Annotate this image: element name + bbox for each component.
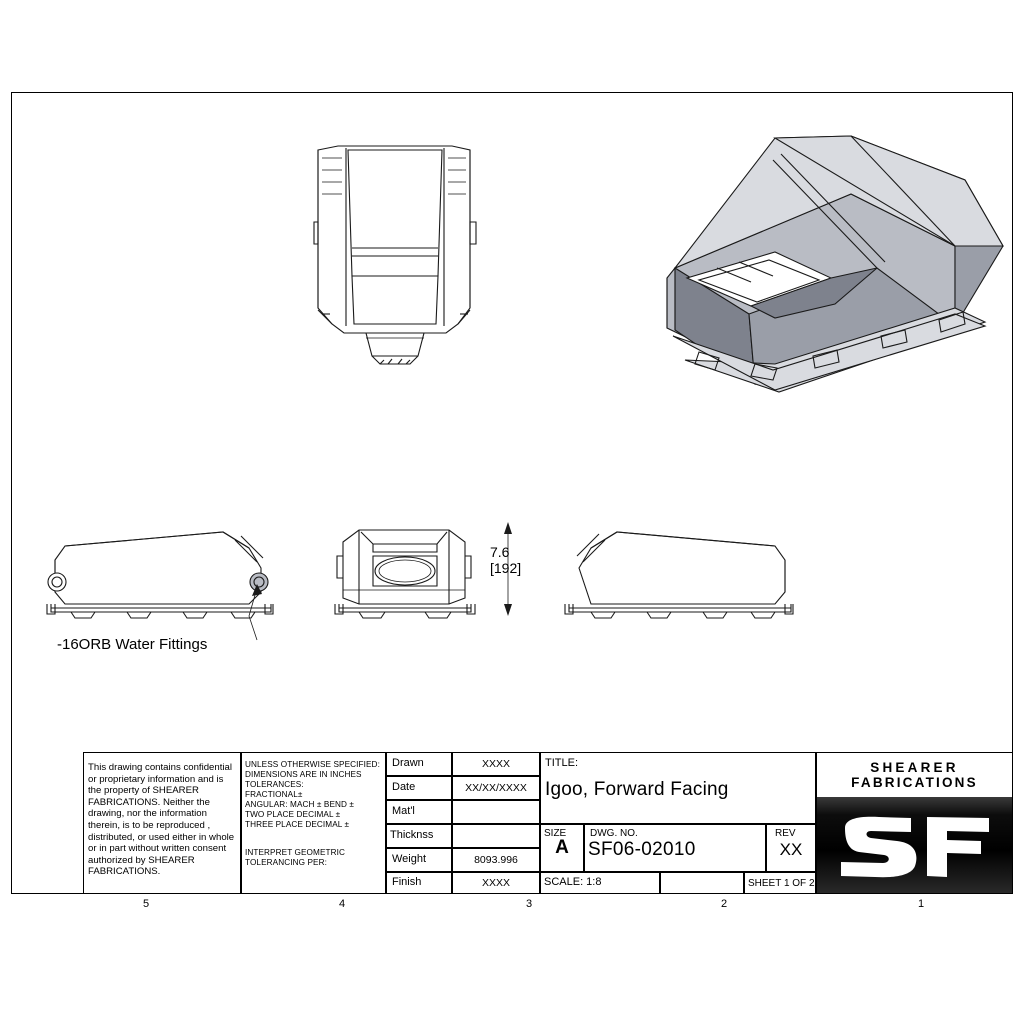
label-drawn: Drawn [392,757,424,769]
specs-line-3: TOLERANCES: [245,780,304,789]
specs-line-2: DIMENSIONS ARE IN INCHES [245,770,362,779]
legal-note-text: This drawing contains confidential or proprietary information and is the property of SHEARER FABRICATIONS. Neither the drawing, nor the information therein, is to be reproduced , distributed, or used either in whole or in part without written consent authorized by SHEARER FABRICATIONS. [88,762,235,878]
dwg-no-value: SF06-02010 [588,839,696,860]
view-rear [325,512,485,632]
logo-line-2: FABRICATIONS [851,775,978,790]
specs-line-8: INTERPRET GEOMETRIC [245,848,346,857]
view-isometric [655,118,1015,398]
view-front-top [300,128,490,378]
rev-label: REV [775,828,796,839]
scale-label: SCALE: 1:8 [544,876,602,888]
label-finish: Finish [392,876,422,888]
specs-line-4: FRACTIONAL± [245,790,303,799]
specs-line-6: TWO PLACE DECIMAL ± [245,810,341,819]
rev-value: XX [779,840,803,859]
dimension-value-mm: [192] [490,560,522,576]
value-drawn: XXXX [481,758,510,770]
specs-line-5: ANGULAR: MACH ± BEND ± [245,800,354,809]
logo-line-1: SHEARER [870,760,959,775]
scale-spacer-cell [660,872,744,894]
size-label: SIZE [544,828,567,839]
value-weight: 8093.996 [474,854,518,866]
size-value: A [555,837,569,858]
sf-monogram-icon [835,810,995,882]
label-weight: Weight [392,853,427,865]
specs-line-7: THREE PLACE DECIMAL ± [245,820,350,829]
zone-number-1: 1 [917,898,925,910]
specs-line-9: TOLERANCING PER: [245,858,327,867]
zone-number-3: 3 [525,898,533,910]
sheet-label: SHEET 1 OF 2 [748,878,815,889]
dwg-no-label: DWG. NO. [590,828,638,839]
logo-wordmark [817,753,1012,797]
company-logo-block [816,752,1013,894]
label-matl: Mat'l [392,805,415,817]
value-date: XX/XX/XXXX [465,782,527,794]
logo-plate [817,797,1012,894]
label-date: Date [392,781,416,793]
dimension-label-height [490,544,521,576]
callout-water-fittings: -16ORB Water Fittings [57,636,208,653]
zone-number-2: 2 [720,898,728,910]
label-thickness: Thicknss [390,829,434,841]
row-value-matl [452,800,540,824]
dimension-value-inches: 7.6 [490,544,510,560]
view-right-side [555,512,805,632]
specs-line-1: UNLESS OTHERWISE SPECIFIED: [245,760,380,769]
title-value: Igoo, Forward Facing [545,779,729,800]
zone-number-5: 5 [142,898,150,910]
title-label: TITLE: [545,757,579,769]
zone-number-4: 4 [338,898,346,910]
row-value-thickness [452,824,540,848]
value-finish: XXXX [481,877,510,889]
